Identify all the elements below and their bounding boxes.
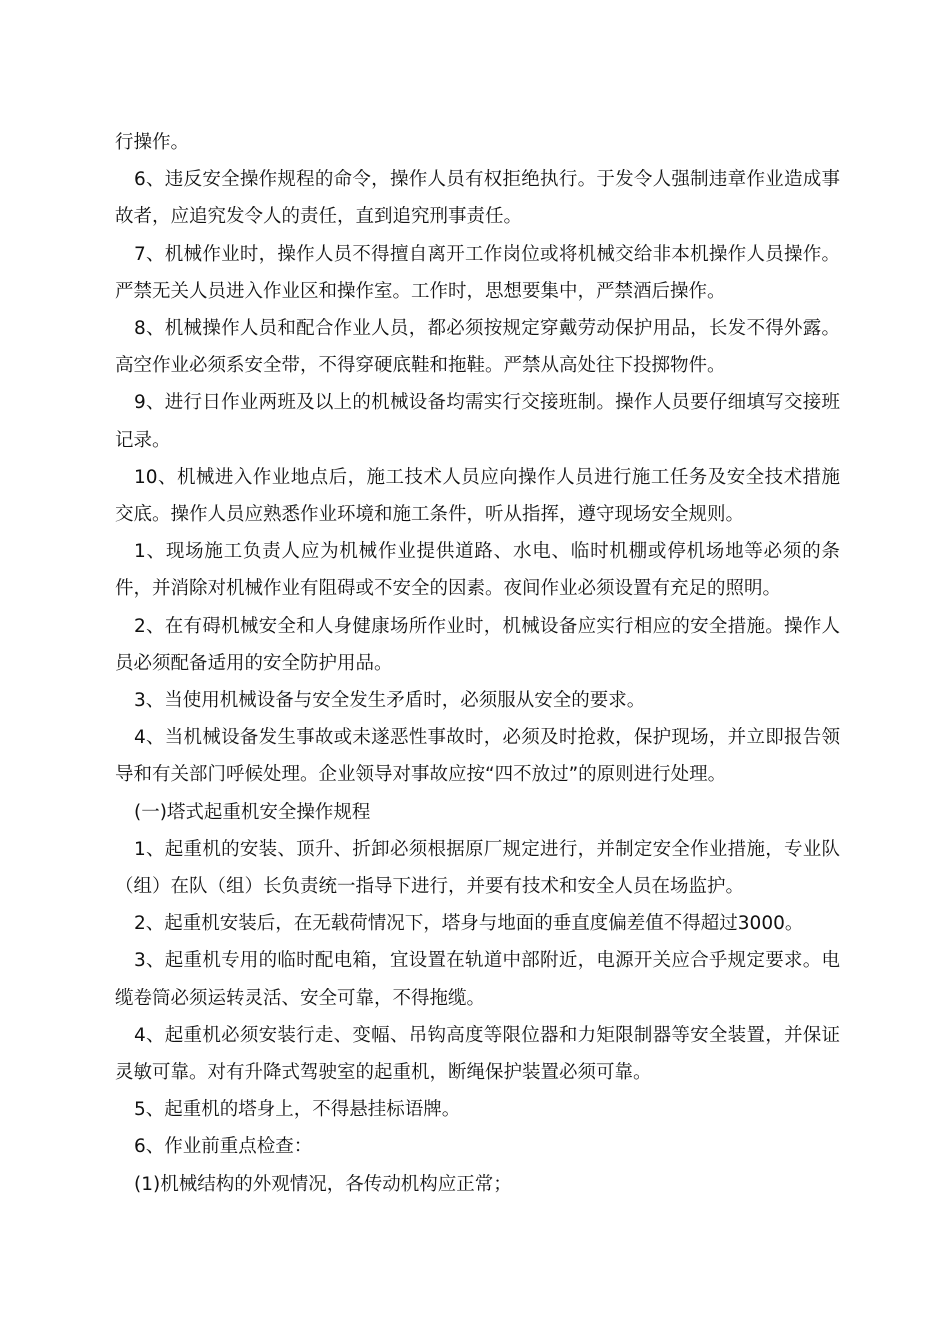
paragraph: 8、机械操作人员和配合作业人员，都必须按规定穿戴劳动保护用品，长发不得外露。高空作业必须系安全带，不得穿硬底鞋和拖鞋。严禁从高处往下投掷物件。 — [115, 318, 840, 377]
paragraph: 行操作。 — [115, 132, 190, 153]
paragraph: 5、起重机的塔身上，不得悬挂标语牌。 — [134, 1099, 461, 1121]
section-heading: (一)塔式起重机安全操作规程 — [134, 801, 371, 823]
paragraph: 2、在有碍机械安全和人身健康场所作业时，机械设备应实行相应的安全措施。操作人员必须配备适用的安全防护用品。 — [115, 615, 840, 674]
paragraph: 10、机械进入作业地点后，施工技术人员应向操作人员进行施工任务及安全技术措施交底。操作人员应熟悉作业环境和施工条件，听从指挥，遵守现场安全规则。 — [115, 466, 840, 526]
paragraph: 6、作业前重点检查： — [134, 1136, 313, 1158]
paragraph: 1、现场施工负责人应为机械作业提供道路、水电、临时机棚或停机场地等必须的条件，并消除对机械作业有阻碍或不安全的因素。夜间作业必须设置有充足的照明。 — [115, 541, 840, 600]
paragraph: 2、起重机安装后，在无载荷情况下，塔身与地面的垂直度偏差值不得超过3000。 — [134, 913, 804, 935]
paragraph: 1、起重机的安装、顶升、折卸必须根据原厂规定进行，并制定安全作业措施，专业队（组）在队（组）长负责统一指导下进行，并要有技术和安全人员在场监护。 — [115, 838, 840, 898]
paragraph: 4、当机械设备发生事故或未遂恶性事故时，必须及时抢救，保护现场，并立即报告领导和有关部门呼候处理。企业领导对事故应按“四不放过”的原则进行处理。 — [115, 727, 840, 786]
paragraph: 3、当使用机械设备与安全发生矛盾时，必须服从安全的要求。 — [134, 690, 646, 712]
paragraph: 4、起重机必须安装行走、变幅、吊钩高度等限位器和力矩限制器等安全装置，并保证灵敏可靠。对有升降式驾驶室的起重机，断绳保护装置必须可靠。 — [115, 1024, 840, 1084]
paragraph: 9、进行日作业两班及以上的机械设备均需实行交接班制。操作人员要仔细填写交接班记录。 — [115, 392, 840, 451]
document-body — [115, 124, 840, 1203]
paragraph: (1)机械结构的外观情况，各传动机构应正常； — [134, 1173, 512, 1195]
paragraph: 3、起重机专用的临时配电箱，宜设置在轨道中部附近，电源开关应合乎规定要求。电缆卷筒必须运转灵活、安全可靠，不得拖缆。 — [115, 950, 840, 1009]
paragraph: 6、违反安全操作规程的命令，操作人员有权拒绝执行。于发令人强制违章作业造成事故者，应追究发令人的责任，直到追究刑事责任。 — [115, 169, 840, 228]
paragraph: 7、机械作业时，操作人员不得擅自离开工作岗位或将机械交给非本机操作人员操作。严禁无关人员进入作业区和操作室。工作时，思想要集中，严禁酒后操作。 — [115, 243, 840, 302]
